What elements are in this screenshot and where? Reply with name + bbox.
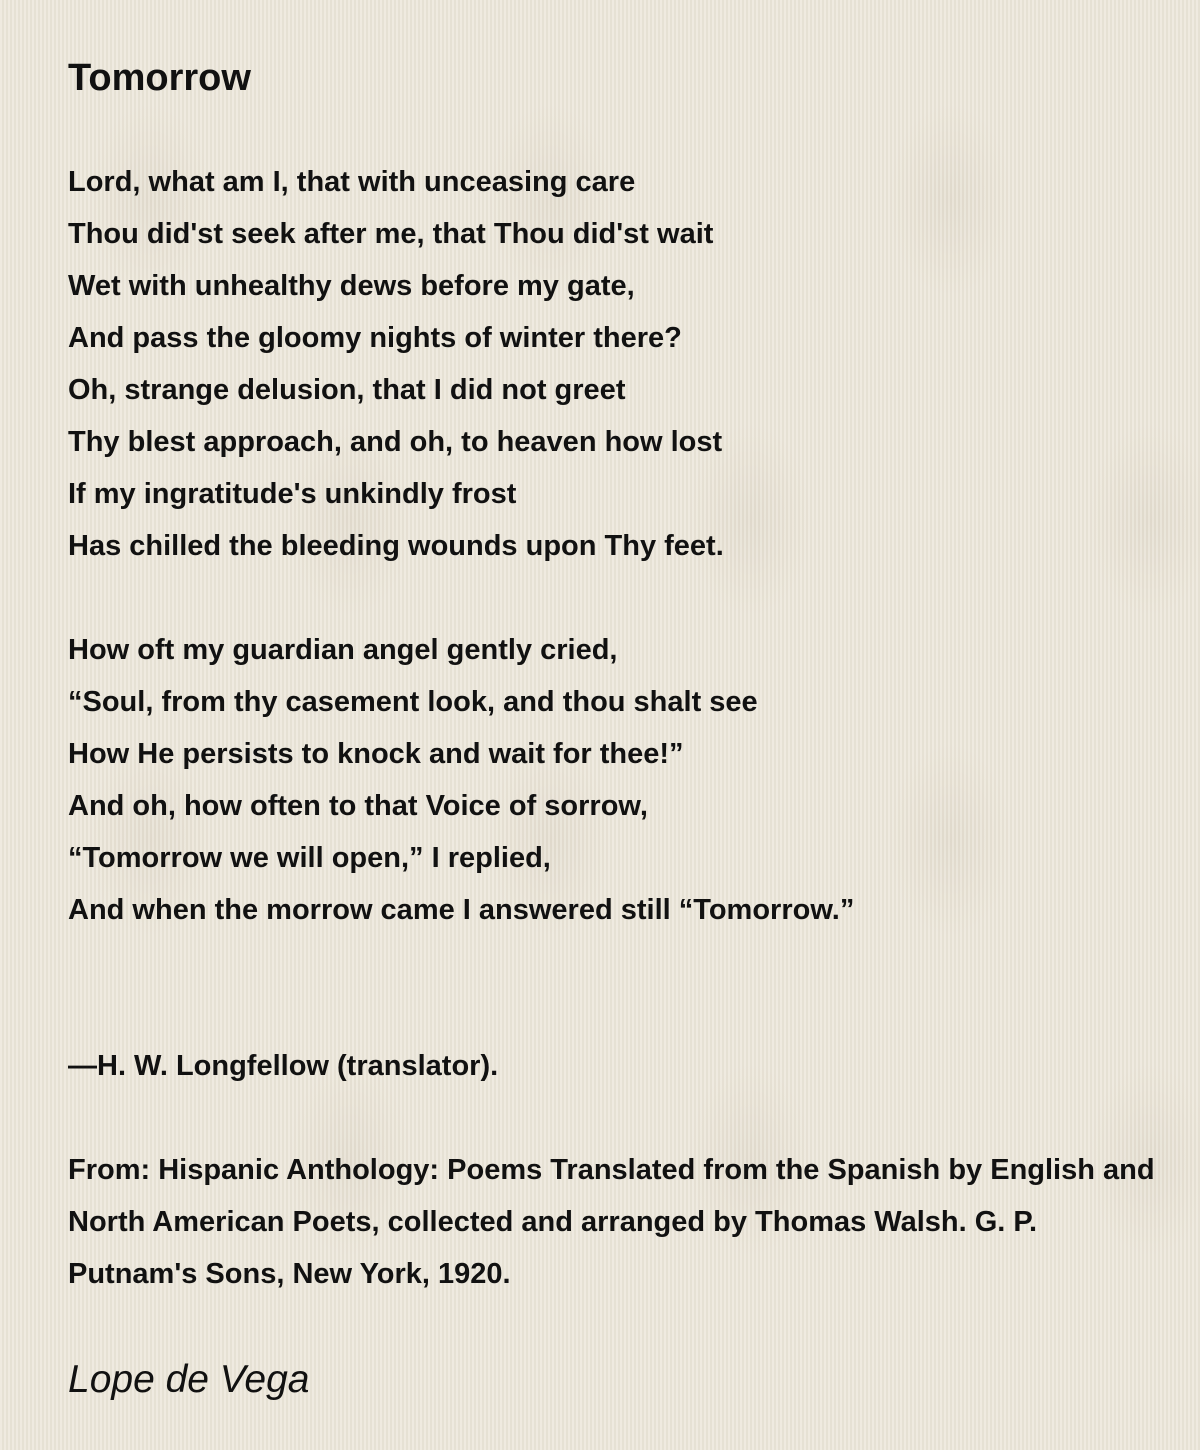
stanza-2 [68,624,1168,936]
stanza-1 [68,156,1168,572]
poem-page [68,56,1168,1406]
poem-line: “Soul, from thy casement look, and thou shalt see [68,686,758,718]
poem-line: Thou did'st seek after me, that Thou did'st wait [68,218,714,250]
poem-line: How He persists to knock and wait for thee!” [68,738,684,770]
poem-line: Wet with unhealthy dews before my gate, [68,270,635,302]
poem-line: And when the morrow came I answered still “Tomorrow.” [68,894,855,926]
poem-line: Oh, strange delusion, that I did not greet [68,374,626,406]
author-name: Lope de Vega [68,1358,310,1401]
poem-line: Lord, what am I, that with unceasing care [68,166,636,198]
poem-line: Thy blest approach, and oh, to heaven how lost [68,426,723,458]
translator-attribution: —H. W. Longfellow (translator). [68,1050,499,1082]
poem-line: If my ingratitude's unkindly frost [68,478,517,510]
poem-line: How oft my guardian angel gently cried, [68,634,618,666]
poem-line: And oh, how often to that Voice of sorrow, [68,790,648,822]
poem-line: Has chilled the bleeding wounds upon Thy feet. [68,530,724,562]
poem-line: “Tomorrow we will open,” I replied, [68,842,551,874]
source-citation: From: Hispanic Anthology: Poems Translated from the Spanish by English and North American Poets, collected and arranged by Thomas Walsh. G. P. Putnam's Sons, New York, 1920. [68,1154,1155,1290]
poem-title: Tomorrow [68,57,251,99]
poem-line: And pass the gloomy nights of winter there? [68,322,682,354]
